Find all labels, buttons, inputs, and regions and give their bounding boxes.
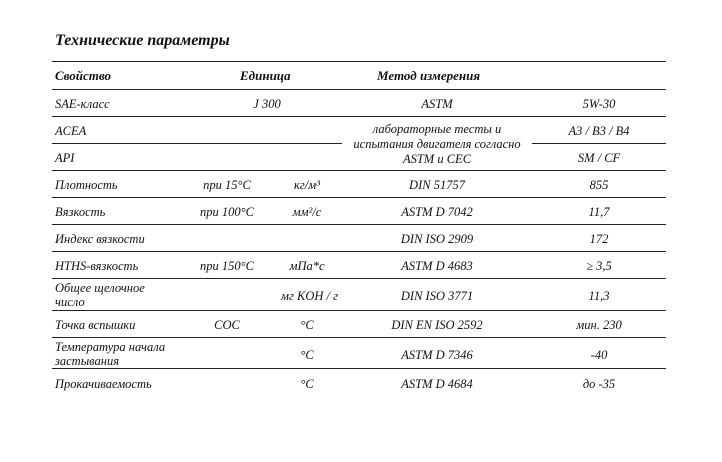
row-property: Точка вспышки — [55, 318, 136, 332]
row-value: SM / CF — [577, 151, 621, 165]
row-method: DIN EN ISO 2592 — [391, 318, 483, 332]
row-property: Плотность — [55, 178, 118, 192]
row-property: Вязкость — [55, 205, 106, 219]
row-unit: °C — [300, 318, 314, 332]
table-rule — [52, 61, 666, 62]
table-rule — [52, 278, 666, 279]
row-property: API — [55, 151, 75, 165]
row-property: HTHS-вязкость — [55, 259, 139, 273]
row-method: ASTM D 7042 — [401, 205, 473, 219]
header-method: Метод измерения — [377, 68, 481, 83]
row-method: DIN 51757 — [409, 178, 465, 192]
row-condition: при 15°C — [203, 178, 251, 192]
row-value: 172 — [589, 232, 609, 246]
row-condition: при 150°C — [200, 259, 254, 273]
page-title: Технические параметры — [55, 32, 230, 49]
row-method: ASTM D 4684 — [401, 377, 473, 391]
table-rule — [52, 197, 666, 198]
row-value: мин. 230 — [576, 318, 622, 332]
row-method: ASTM D 7346 — [401, 348, 473, 362]
row-unit: мг KOH / г — [281, 289, 338, 303]
merged-method-cell: лабораторные тесты и испытания двигателя согласно ASTM и CEC — [353, 122, 521, 166]
row-property: Температура начала застывания — [55, 340, 166, 368]
row-value: ≥ 3,5 — [586, 259, 612, 273]
row-method: DIN ISO 2909 — [400, 232, 474, 246]
row-condition: J 300 — [253, 97, 281, 111]
row-condition: COC — [214, 318, 240, 332]
row-value: 5W-30 — [582, 97, 616, 111]
table-rule — [532, 143, 666, 144]
header-property: Свойство — [55, 68, 112, 83]
row-property: Индекс вязкости — [55, 232, 145, 246]
row-condition: при 100°C — [200, 205, 254, 219]
row-method: DIN ISO 3771 — [400, 289, 474, 303]
row-property: Общее щелочное число — [55, 281, 145, 309]
row-value: 11,3 — [588, 289, 610, 303]
header-unit: Единица — [240, 68, 291, 83]
table-rule — [52, 337, 666, 338]
table-rule — [52, 116, 666, 117]
table-rule — [52, 310, 666, 311]
row-unit: мПа*с — [289, 259, 325, 273]
table-rule — [52, 143, 342, 144]
row-value: A3 / B3 / B4 — [568, 124, 630, 138]
row-unit: °C — [300, 377, 314, 391]
row-property: Прокачиваемость — [55, 377, 152, 391]
table-rule — [52, 251, 666, 252]
row-value: 11,7 — [588, 205, 610, 219]
row-unit: мм²/с — [292, 205, 322, 219]
row-property: SAE-класс — [55, 97, 110, 111]
table-rule — [52, 89, 666, 90]
row-value: 855 — [589, 178, 609, 192]
table-rule — [52, 170, 666, 171]
row-value: до -35 — [582, 377, 616, 391]
row-value: -40 — [590, 348, 608, 362]
row-unit: °C — [300, 348, 314, 362]
table-rule — [52, 224, 666, 225]
row-unit: кг/м³ — [294, 178, 320, 192]
table-rule — [52, 368, 666, 369]
row-method: ASTM — [421, 97, 453, 111]
row-method: ASTM D 4683 — [401, 259, 473, 273]
row-property: ACEA — [55, 124, 87, 138]
